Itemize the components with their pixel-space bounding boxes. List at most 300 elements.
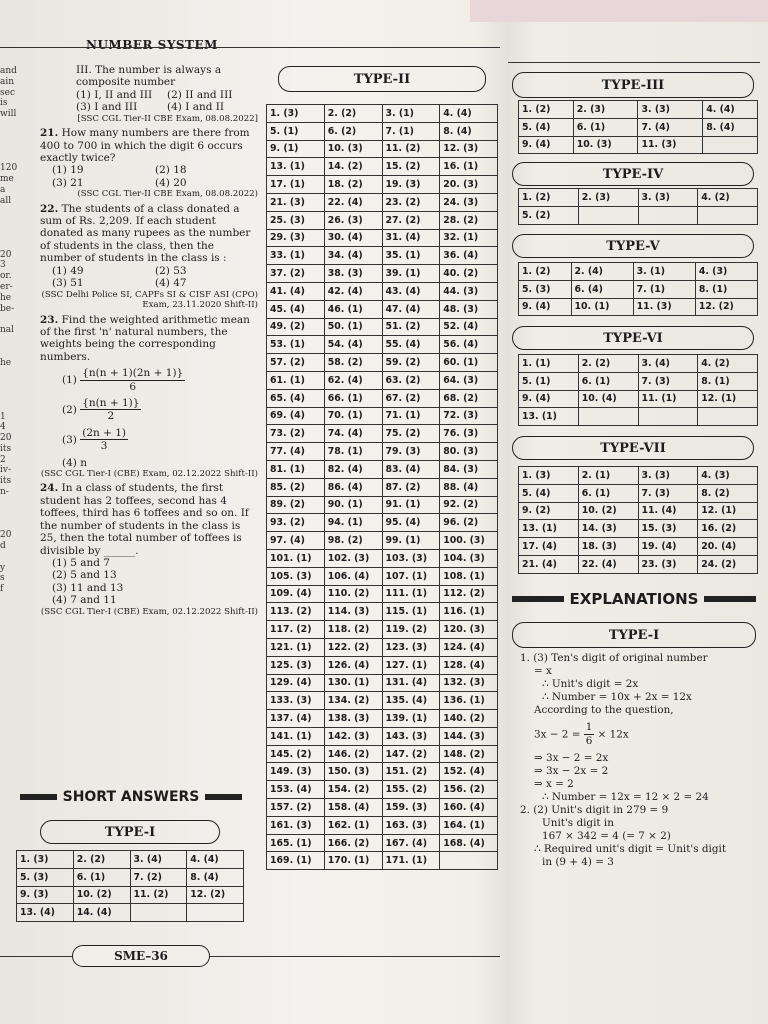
answer-row — [267, 158, 498, 176]
denominator: 2 — [107, 410, 115, 423]
edge-fragment: its — [0, 443, 12, 454]
answer-cell: 7. (3) — [638, 484, 698, 502]
banner-title: SHORT ANSWERS — [62, 789, 200, 805]
answer-cell: 12. (1) — [698, 502, 758, 520]
edge-fragment — [0, 152, 24, 163]
answer-cell: 1. (1) — [519, 355, 579, 373]
edge-fragment: or. — [0, 271, 12, 282]
edge-fragment — [0, 120, 24, 131]
answer-cell: 118. (2) — [324, 621, 382, 639]
answer-cell: 61. (1) — [267, 371, 325, 389]
edge-fragment: y — [0, 562, 6, 573]
answer-cell: 151. (2) — [382, 763, 440, 781]
answer-cell: 10. (2) — [578, 502, 638, 520]
question-20-tail — [40, 64, 258, 124]
answer-row — [267, 425, 498, 443]
answer-cell: 82. (4) — [324, 460, 382, 478]
answer-cell: 42. (4) — [324, 282, 382, 300]
answer-cell — [130, 904, 187, 922]
answer-cell: 40. (2) — [440, 265, 498, 283]
answer-cell: 3. (1) — [633, 263, 695, 281]
answer-cell: 11. (3) — [638, 136, 703, 154]
answer-cell: 100. (3) — [440, 532, 498, 550]
answer-row — [267, 532, 498, 550]
edge-fragment: and — [0, 66, 17, 76]
answer-row — [267, 585, 498, 603]
edge-fragment: 20 — [0, 530, 12, 541]
edge-fragment: 120 — [0, 163, 18, 174]
type-i-title: TYPE-I — [40, 820, 220, 844]
edge-fragment — [0, 142, 24, 153]
answer-row — [267, 692, 498, 710]
answer-cell: 9. (4) — [519, 298, 572, 316]
question-source: (SSC CGL Tier-I (CBE) Exam, 02.12.2022 Shift-II) — [40, 606, 258, 617]
answer-cell: 84. (3) — [440, 460, 498, 478]
answer-cell: 57. (2) — [267, 354, 325, 372]
answer-cell: 87. (2) — [382, 478, 440, 496]
answer-cell: 2. (2) — [324, 105, 382, 123]
type-iv-answer-table — [518, 188, 758, 225]
question-text: The students of a class donated a sum of Rs. 2,209. If each student donated as many rupees as the number of students in the class, then the number of students in the class is : — [40, 202, 251, 265]
answer-cell: 4. (3) — [695, 263, 757, 281]
answer-cell: 26. (3) — [324, 211, 382, 229]
answer-row — [267, 496, 498, 514]
answer-cell: 70. (1) — [324, 407, 382, 425]
answer-cell: 13. (4) — [17, 904, 74, 922]
answer-cell: 6. (1) — [73, 868, 130, 886]
numerator: 1 — [585, 721, 593, 733]
answer-cell: 21. (3) — [267, 193, 325, 211]
answer-cell: 8. (2) — [698, 484, 758, 502]
option-3: (3) 11 and 13 — [52, 581, 124, 594]
answer-cell: 141. (1) — [267, 727, 325, 745]
edge-fragment: is — [0, 98, 8, 109]
question-22 — [40, 203, 258, 311]
answer-cell: 20. (4) — [698, 538, 758, 556]
answer-cell: 2. (4) — [571, 263, 633, 281]
answer-cell: 63. (2) — [382, 371, 440, 389]
option-1-label: (1) — [62, 374, 77, 387]
answer-cell: 165. (1) — [267, 834, 325, 852]
answer-row — [519, 372, 758, 390]
equation-right: × 12x — [597, 728, 629, 741]
answer-cell: 88. (4) — [440, 478, 498, 496]
edge-fragment — [0, 368, 24, 379]
answer-cell: 127. (1) — [382, 656, 440, 674]
answer-row — [267, 567, 498, 585]
answer-cell: 146. (2) — [324, 745, 382, 763]
answer-cell: 2. (3) — [573, 101, 638, 119]
answer-cell: 4. (4) — [703, 101, 758, 119]
type-vii-title: TYPE-VII — [512, 436, 754, 460]
explanations-banner — [512, 590, 756, 608]
type-v-title: TYPE-V — [512, 234, 754, 258]
edge-fragment: all — [0, 195, 12, 206]
answer-cell: 32. (1) — [440, 229, 498, 247]
answer-cell: 38. (3) — [324, 265, 382, 283]
edge-fragment: 20 — [0, 433, 12, 444]
equation-fraction — [584, 721, 595, 748]
answer-cell: 116. (1) — [440, 603, 498, 621]
answer-cell: 4. (4) — [187, 851, 244, 869]
answer-cell: 124. (4) — [440, 638, 498, 656]
denominator: 6 — [129, 380, 137, 393]
edge-fragment — [0, 519, 24, 530]
answer-cell: 46. (1) — [324, 300, 382, 318]
answer-row — [267, 176, 498, 194]
question-source: [SSC CGL Tier-II CBE Exam, 08.08.2022] — [77, 113, 258, 124]
answer-cell: 160. (4) — [440, 799, 498, 817]
edge-fragment: sec — [0, 87, 15, 98]
answer-cell: 163. (3) — [382, 816, 440, 834]
edge-fragment — [0, 239, 24, 250]
answer-row — [267, 514, 498, 532]
option-1: (1) 19 — [52, 164, 84, 177]
answer-cell: 14. (2) — [324, 158, 382, 176]
answer-cell: 119. (2) — [382, 621, 440, 639]
answer-cell: 23. (2) — [382, 193, 440, 211]
answer-cell: 138. (3) — [324, 710, 382, 728]
answer-row — [267, 336, 498, 354]
answer-cell: 58. (2) — [324, 354, 382, 372]
answer-cell: 19. (3) — [382, 176, 440, 194]
option-4: (4) I and II — [167, 101, 225, 114]
explanation-line: 2. (2) Unit's digit in 279 = 9 — [520, 804, 669, 816]
answer-cell: 3. (4) — [130, 851, 187, 869]
answer-cell: 6. (1) — [578, 484, 638, 502]
answer-row — [267, 674, 498, 692]
edge-fragment: he — [0, 357, 12, 368]
answer-cell: 1. (2) — [519, 189, 579, 207]
question-number: 21. — [40, 127, 59, 140]
answer-cell: 134. (2) — [324, 692, 382, 710]
answer-row — [17, 904, 244, 922]
answer-row — [519, 555, 758, 573]
answer-cell: 4. (4) — [440, 105, 498, 123]
answer-cell: 97. (4) — [267, 532, 325, 550]
answer-cell: 130. (1) — [324, 674, 382, 692]
answer-cell — [578, 206, 638, 224]
answer-cell: 2. (2) — [73, 851, 130, 869]
answer-cell: 79. (3) — [382, 443, 440, 461]
answer-cell: 9. (2) — [519, 502, 579, 520]
answer-row — [267, 799, 498, 817]
answer-row — [267, 834, 498, 852]
answer-cell: 23. (3) — [638, 555, 698, 573]
answer-row — [17, 886, 244, 904]
edge-fragment: its — [0, 476, 12, 487]
question-number: 23. — [40, 313, 59, 326]
answer-row — [17, 851, 244, 869]
option-1: (1) I, II and III — [76, 88, 153, 101]
numerator: (2n + 1) — [82, 426, 127, 439]
answer-cell: 72. (3) — [440, 407, 498, 425]
answer-cell: 3. (3) — [638, 467, 698, 485]
answer-cell: 73. (2) — [267, 425, 325, 443]
answer-cell: 11. (1) — [638, 390, 698, 408]
answer-cell: 139. (1) — [382, 710, 440, 728]
edge-fragment: a — [0, 184, 6, 195]
answer-cell: 89. (2) — [267, 496, 325, 514]
answer-cell: 34. (4) — [324, 247, 382, 265]
answer-cell: 170. (1) — [324, 852, 382, 870]
answer-row — [267, 300, 498, 318]
explanation-line: ⇒ 3x − 2 = 2x — [534, 752, 609, 764]
answer-cell: 133. (3) — [267, 692, 325, 710]
answer-cell: 17. (1) — [267, 176, 325, 194]
answer-cell: 83. (4) — [382, 460, 440, 478]
answer-cell: 28. (2) — [440, 211, 498, 229]
edge-fragment: 20 — [0, 249, 12, 260]
answer-cell: 117. (2) — [267, 621, 325, 639]
edge-fragment — [0, 336, 24, 347]
explanation-line: ∴ Number = 10x + 2x = 12x — [542, 691, 692, 703]
answer-row — [267, 727, 498, 745]
answer-cell: 8. (4) — [187, 868, 244, 886]
answer-cell — [187, 904, 244, 922]
question-number: 22. — [40, 202, 59, 215]
answer-cell: 41. (4) — [267, 282, 325, 300]
answer-cell: 10. (3) — [324, 140, 382, 158]
option-1: (1) 5 and 7 — [52, 556, 110, 569]
answer-cell: 15. (3) — [638, 520, 698, 538]
answer-row — [267, 763, 498, 781]
answer-row — [519, 502, 758, 520]
option-3: (3) 21 — [52, 176, 84, 189]
answer-cell: 9. (1) — [267, 140, 325, 158]
explanation-line: = x — [534, 665, 552, 677]
explanation-line: ∴ Number = 12x = 12 × 2 = 24 — [542, 791, 709, 803]
answer-cell — [698, 206, 758, 224]
explanation-line: ⇒ x = 2 — [534, 778, 574, 790]
question-text: Find the weighted arithmetic mean of the first 'n' natural numbers, the weights being the corresponding numbers. — [40, 313, 250, 363]
answer-cell: 94. (1) — [324, 514, 382, 532]
answer-cell: 7. (2) — [130, 868, 187, 886]
answer-cell: 16. (2) — [698, 520, 758, 538]
answer-cell: 6. (4) — [571, 280, 633, 298]
option-4: (4) 20 — [155, 176, 187, 189]
answer-cell: 11. (3) — [633, 298, 695, 316]
answer-cell: 8. (1) — [698, 372, 758, 390]
option-3: (3) I and III — [76, 101, 138, 114]
answer-cell — [440, 852, 498, 870]
answer-row — [267, 603, 498, 621]
answer-cell: 125. (3) — [267, 656, 325, 674]
option-2: (2) II and III — [167, 88, 233, 101]
edge-fragment — [0, 217, 24, 228]
answer-cell: 148. (2) — [440, 745, 498, 763]
answer-row — [267, 638, 498, 656]
answer-cell: 93. (2) — [267, 514, 325, 532]
option-2: (2) 18 — [155, 164, 187, 177]
answer-cell: 3. (3) — [638, 101, 703, 119]
answer-cell: 4. (2) — [698, 355, 758, 373]
option-1: (1) 49 — [52, 264, 84, 277]
answer-cell: 12. (1) — [698, 390, 758, 408]
answer-cell: 29. (3) — [267, 229, 325, 247]
type-iii-answer-table — [518, 100, 758, 154]
answer-cell: 49. (2) — [267, 318, 325, 336]
answer-cell: 101. (1) — [267, 549, 325, 567]
answer-cell: 13. (1) — [519, 408, 579, 426]
answer-row — [267, 371, 498, 389]
answer-row — [519, 538, 758, 556]
answer-row — [267, 122, 498, 140]
answer-cell: 2. (3) — [578, 189, 638, 207]
answer-cell: 169. (1) — [267, 852, 325, 870]
answer-row — [267, 354, 498, 372]
answer-cell: 36. (4) — [440, 247, 498, 265]
header-rule-left — [0, 47, 500, 48]
answer-cell: 45. (4) — [267, 300, 325, 318]
answer-cell: 8. (4) — [703, 118, 758, 136]
answer-row — [267, 282, 498, 300]
edge-fragment: iv- — [0, 465, 12, 476]
option-4: (4) 7 and 11 — [52, 594, 117, 607]
edge-fragment: s — [0, 573, 5, 584]
denominator: 3 — [100, 440, 108, 453]
answer-cell: 6. (1) — [578, 372, 638, 390]
answer-cell: 69. (4) — [267, 407, 325, 425]
answer-row — [267, 852, 498, 870]
answer-cell: 120. (3) — [440, 621, 498, 639]
answer-cell: 12. (2) — [695, 298, 757, 316]
answer-cell: 77. (4) — [267, 443, 325, 461]
answer-row — [267, 816, 498, 834]
answer-cell: 52. (4) — [440, 318, 498, 336]
answer-cell: 2. (1) — [578, 467, 638, 485]
answer-cell: 96. (2) — [440, 514, 498, 532]
edge-fragment — [0, 379, 24, 390]
edge-fragment: 4 — [0, 422, 6, 433]
answer-cell: 144. (3) — [440, 727, 498, 745]
answer-cell: 3. (4) — [638, 355, 698, 373]
banner-bar — [20, 794, 57, 800]
answer-row — [267, 443, 498, 461]
explanations-type-i-title: TYPE-I — [512, 622, 756, 648]
answer-row — [267, 710, 498, 728]
answer-cell: 102. (3) — [324, 549, 382, 567]
explanation-line: According to the question, — [534, 704, 674, 716]
option-3-label: (3) — [62, 433, 77, 446]
answer-cell: 13. (1) — [519, 520, 579, 538]
answer-row — [267, 247, 498, 265]
banner-bar — [704, 596, 756, 602]
answer-cell: 74. (4) — [324, 425, 382, 443]
answer-cell: 92. (2) — [440, 496, 498, 514]
option-3: (3) 51 — [52, 277, 84, 290]
answer-cell: 18. (3) — [578, 538, 638, 556]
answer-row — [267, 211, 498, 229]
question-source: (SSC CGL Tier-I (CBE) Exam, 02.12.2022 Shift-II) — [40, 468, 258, 479]
question-text: How many numbers are there from 400 to 700 in which the digit 6 occurs exactly twice? — [40, 127, 250, 164]
edge-fragment: n- — [0, 487, 9, 498]
answer-cell: 152. (4) — [440, 763, 498, 781]
type-vii-answer-table — [518, 466, 758, 574]
answer-cell: 10. (3) — [573, 136, 638, 154]
numerator: {n(n + 1)(2n + 1)} — [82, 367, 184, 380]
option-3-fraction — [80, 427, 128, 453]
answer-row — [267, 105, 498, 123]
answer-cell: 13. (1) — [267, 158, 325, 176]
answer-cell: 20. (3) — [440, 176, 498, 194]
option-2-fraction — [80, 397, 141, 423]
answer-cell — [638, 408, 698, 426]
edge-fragment — [0, 401, 24, 412]
answer-cell: 24. (3) — [440, 193, 498, 211]
answer-cell: 5. (4) — [519, 118, 574, 136]
answer-cell — [698, 408, 758, 426]
answer-row — [267, 389, 498, 407]
answer-row — [519, 355, 758, 373]
answer-cell: 22. (4) — [324, 193, 382, 211]
answer-cell: 11. (2) — [382, 140, 440, 158]
answer-cell: 140. (2) — [440, 710, 498, 728]
answer-row — [267, 193, 498, 211]
type-vi-title: TYPE-VI — [512, 326, 754, 350]
answer-cell: 68. (2) — [440, 389, 498, 407]
answer-cell: 7. (3) — [638, 372, 698, 390]
type-ii-answer-table — [266, 104, 498, 870]
answer-row — [519, 484, 758, 502]
question-source: (SSC Delhi Police SI, CAPFs SI & CISF ASI (CPO) Exam, 23.11.2020 Shift-II) — [41, 289, 258, 310]
question-21 — [40, 127, 258, 200]
answer-row — [519, 520, 758, 538]
answer-cell: 50. (1) — [324, 318, 382, 336]
answer-cell: 24. (2) — [698, 555, 758, 573]
answer-cell: 98. (2) — [324, 532, 382, 550]
answer-cell: 14. (3) — [578, 520, 638, 538]
answer-cell: 10. (4) — [578, 390, 638, 408]
answer-cell: 126. (4) — [324, 656, 382, 674]
answer-cell: 142. (3) — [324, 727, 382, 745]
answer-cell: 91. (1) — [382, 496, 440, 514]
answer-cell: 3. (1) — [382, 105, 440, 123]
answer-row — [519, 408, 758, 426]
answer-cell: 55. (4) — [382, 336, 440, 354]
answer-cell: 162. (1) — [324, 816, 382, 834]
answer-cell: 1. (3) — [519, 467, 579, 485]
answer-cell: 143. (3) — [382, 727, 440, 745]
answer-cell: 109. (4) — [267, 585, 325, 603]
left-edge-fragments — [0, 66, 24, 595]
explanation-line: ⇒ 3x − 2x = 2 — [534, 765, 609, 777]
answer-cell: 65. (4) — [267, 389, 325, 407]
answer-cell — [703, 136, 758, 154]
answer-cell: 76. (3) — [440, 425, 498, 443]
answer-cell: 5. (4) — [519, 484, 579, 502]
explanation-block — [520, 652, 756, 869]
answer-cell: 7. (4) — [638, 118, 703, 136]
option-2: (2) 53 — [155, 264, 187, 277]
answer-cell: 156. (2) — [440, 781, 498, 799]
answer-cell: 30. (4) — [324, 229, 382, 247]
questions-column — [40, 64, 258, 620]
answer-row — [267, 407, 498, 425]
answer-row — [267, 460, 498, 478]
answer-cell: 25. (3) — [267, 211, 325, 229]
answer-cell: 115. (1) — [382, 603, 440, 621]
edge-fragment: d — [0, 541, 6, 552]
answer-cell: 2. (2) — [578, 355, 638, 373]
short-answers-banner — [20, 788, 242, 806]
answer-cell: 80. (3) — [440, 443, 498, 461]
answer-cell: 114. (3) — [324, 603, 382, 621]
answer-cell — [638, 206, 698, 224]
answer-cell: 153. (4) — [267, 781, 325, 799]
answer-cell: 59. (2) — [382, 354, 440, 372]
type-iv-title: TYPE-IV — [512, 162, 754, 186]
